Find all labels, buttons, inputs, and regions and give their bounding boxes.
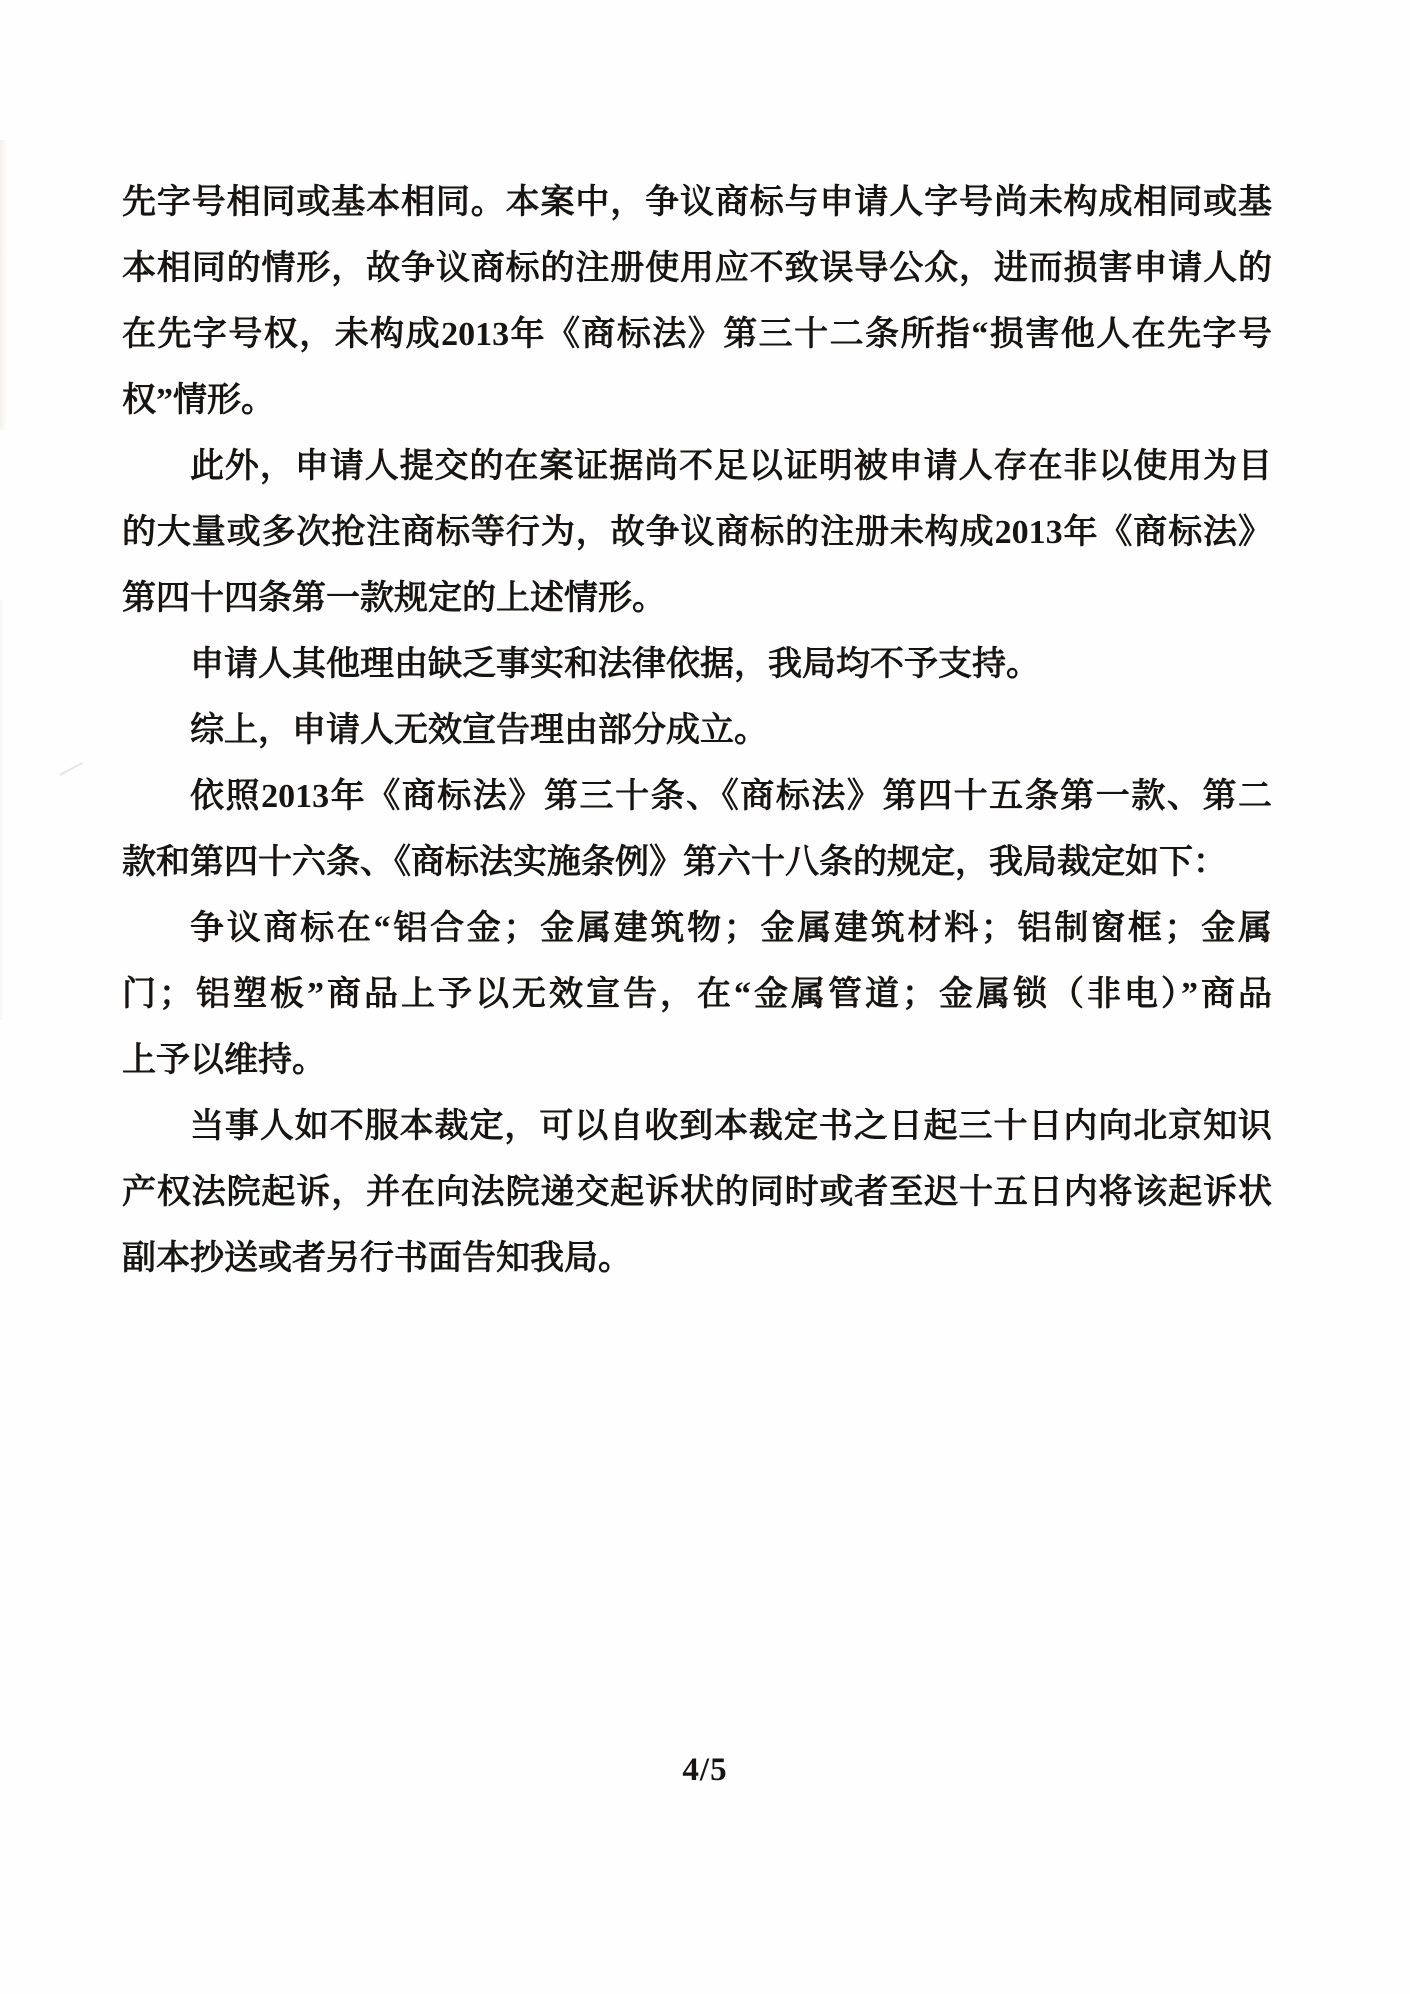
text-line: 第四十四条第一款规定的上述情形。: [122, 580, 666, 617]
text-line: 门；铝塑板”商品上予以无效宣告，在“金属管道；金属锁（非电）”商品: [122, 976, 1272, 1013]
text-line: 综上，申请人无效宣告理由部分成立。: [190, 712, 768, 749]
text-line: 争议商标在“铝合金；金属建筑物；金属建筑材料；铝制窗框；金属: [190, 910, 1272, 947]
text-line: 先字号相同或基本相同。本案中，争议商标与申请人字号尚未构成相同或基: [122, 184, 1272, 221]
text-line: 上予以维持。: [122, 1042, 326, 1079]
text-line: 的大量或多次抢注商标等行为，故争议商标的注册未构成2013年《商标法》: [122, 514, 1272, 551]
text-line: 在先字号权，未构成2013年《商标法》第三十二条所指“损害他人在先字号: [122, 316, 1272, 353]
text-line: 权”情形。: [122, 382, 275, 419]
scan-artifact-left-streak-lower: [0, 600, 4, 1020]
text-line: 此外，申请人提交的在案证据尚不足以证明被申请人存在非以使用为目: [190, 448, 1272, 485]
text-line: 本相同的情形，故争议商标的注册使用应不致误导公众，进而损害申请人的: [122, 250, 1272, 287]
text-line: 申请人其他理由缺乏事实和法律依据，我局均不予支持。: [190, 646, 1040, 683]
text-line: 当事人如不服本裁定，可以自收到本裁定书之日起三十日内向北京知识: [190, 1108, 1272, 1145]
document-text-block: [122, 170, 1272, 1292]
text-line: 款和第四十六条、《商标法实施条例》第六十八条的规定，我局裁定如下：: [122, 844, 1227, 881]
scan-artifact-mark: [59, 762, 83, 776]
text-line: 依照2013年《商标法》第三十条、《商标法》第四十五条第一款、第二: [190, 778, 1272, 815]
text-line: 副本抄送或者另行书面告知我局。: [122, 1240, 632, 1277]
text-line: 产权法院起诉，并在向法院递交起诉状的同时或者至迟十五日内将该起诉状: [122, 1174, 1272, 1211]
page-number: 4/5: [682, 1752, 728, 1788]
scan-artifact-left-streak: [0, 140, 7, 430]
